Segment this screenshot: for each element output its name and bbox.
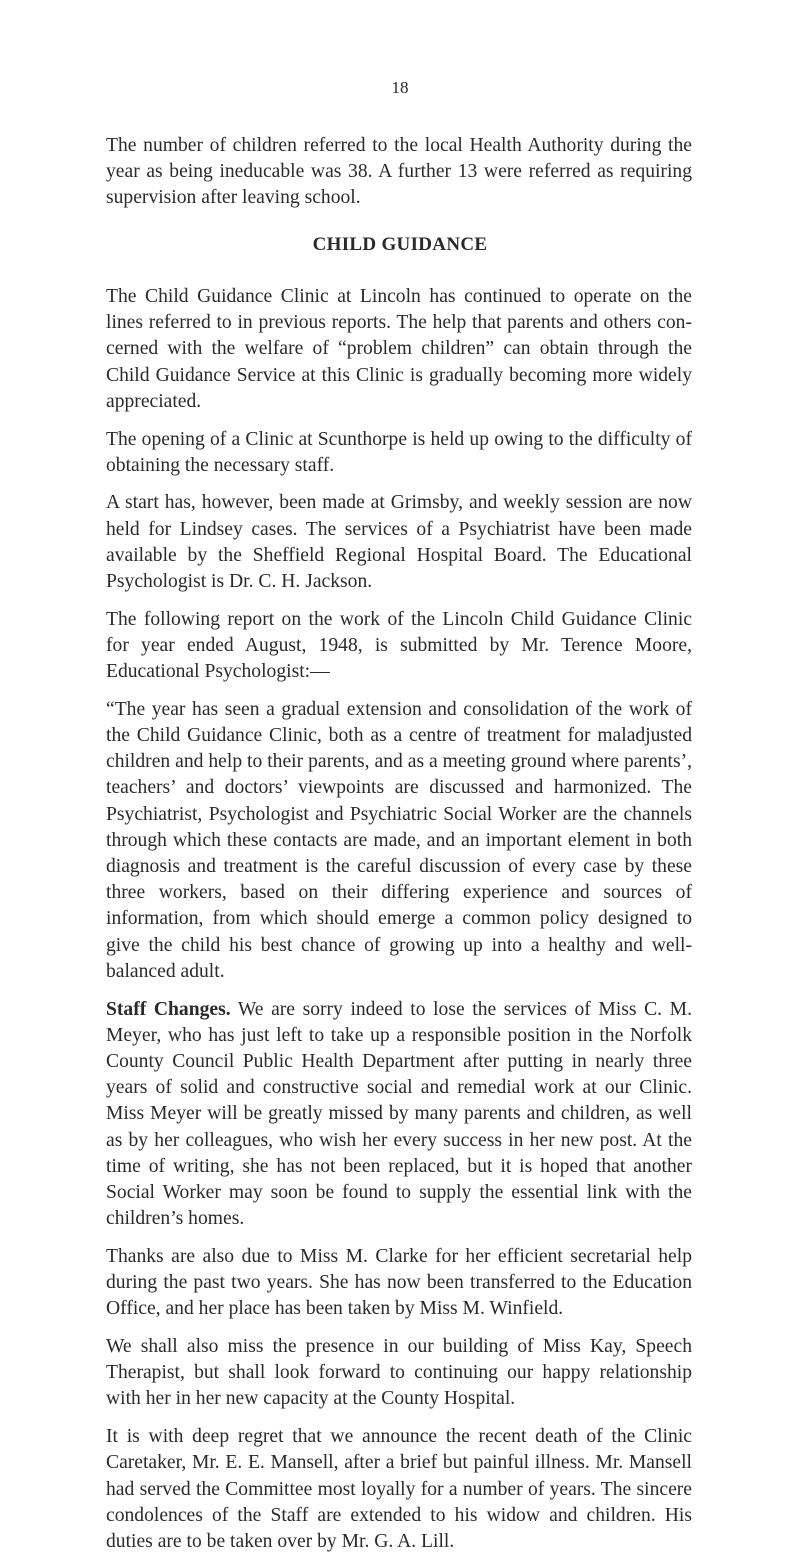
staff-changes-paragraph	[106, 997, 692, 1233]
intro-section	[106, 133, 692, 212]
run-in-heading: Staff Changes.	[106, 998, 231, 1020]
paragraph: We shall also miss the presence in our building of Miss Kay, Speech Therapist, but shall look forward to continuing our happy relationship with her in her new capacity at the County Hospital.	[106, 1336, 692, 1410]
paragraph: A start has, however, been made at Grimsby, and weekly session are now held for Lindsey cases. The services of a Psychiatrist have been made available by the Sheffield Regional Hospital Board. The Educational Psychologist is Dr. C. H. Jackson.	[106, 492, 692, 593]
intro-paragraph: The number of children referred to the local Health Authority during the year as being ineducable was 38. A further 13 were referred as requiring supervision after leaving school.	[106, 135, 692, 209]
paragraph: The Child Guidance Clinic at Lincoln has continued to operate on the lines referred to in previous reports. The help that parents and others concerned with the welfare of “problem children” can obtain through the Child Guidance Service at this Clinic is gradually becoming more widely appreciated.	[106, 286, 692, 412]
paragraph: “The year has seen a gradual extension and consolidation of the work of the Child Guidance Clinic, both as a centre of treatment for maladjusted children and help to their parents, and as a meeting ground where parents’, teachers’ and doctors’ viewpoints are discussed and harmonized. The Psychiatrist, Psychologist and Psychiatric Social Worker are the channels through which these contacts are made, and an important element in both diagnosis and treatment is the careful discussion of every case by these three workers, based on their differing experience and sources of information, from which should emerge a common policy designed to give the child his best chance of growing up into a healthy and well-balanced adult.	[106, 698, 692, 982]
paragraph: Thanks are also due to Miss M. Clarke for her efficient secretarial help during the past two years. She has now been transferred to the Education Office, and her place has been taken by Miss M. Winfield.	[106, 1245, 692, 1320]
section-body	[106, 284, 692, 1567]
paragraph: The following report on the work of the Lincoln Child Guidance Clinic for year ended August, 1948, is submitted by Mr. Terence Moore, Educational Psychologist:—	[106, 608, 692, 683]
page-number: 18	[391, 78, 409, 97]
paragraph: It is with deep regret that we announce the recent death of the Clinic Caretaker, Mr. E. E. Mansell, after a brief but painful illness. Mr. Mansell had served the Committee most loyally for a number of years. The sincere condolences of the Staff are extended to his widow and children. His duties are to be taken over by Mr. G. A. Lill.	[106, 1426, 692, 1552]
section-heading: CHILD GUIDANCE	[312, 234, 488, 255]
paragraph: The opening of a Clinic at Scunthorpe is held up owing to the difficulty of obtaining the necessary staff.	[106, 428, 692, 476]
staff-changes-text: We are sorry indeed to lose the services of Miss C. M. Meyer, who has just left to take up a responsible position in the Norfolk County Council Public Health Department after putting in nearly three years of solid and constructive social and remedial work at our Clinic. Miss Meyer will be greatly missed by many parents and children, as well as by her colleagues, who wish her every success in her new post. At the time of writing, she has not been replaced, but it is hoped that another Social Worker may soon be found to supply the essential link with the children’s homes.	[106, 998, 692, 1230]
